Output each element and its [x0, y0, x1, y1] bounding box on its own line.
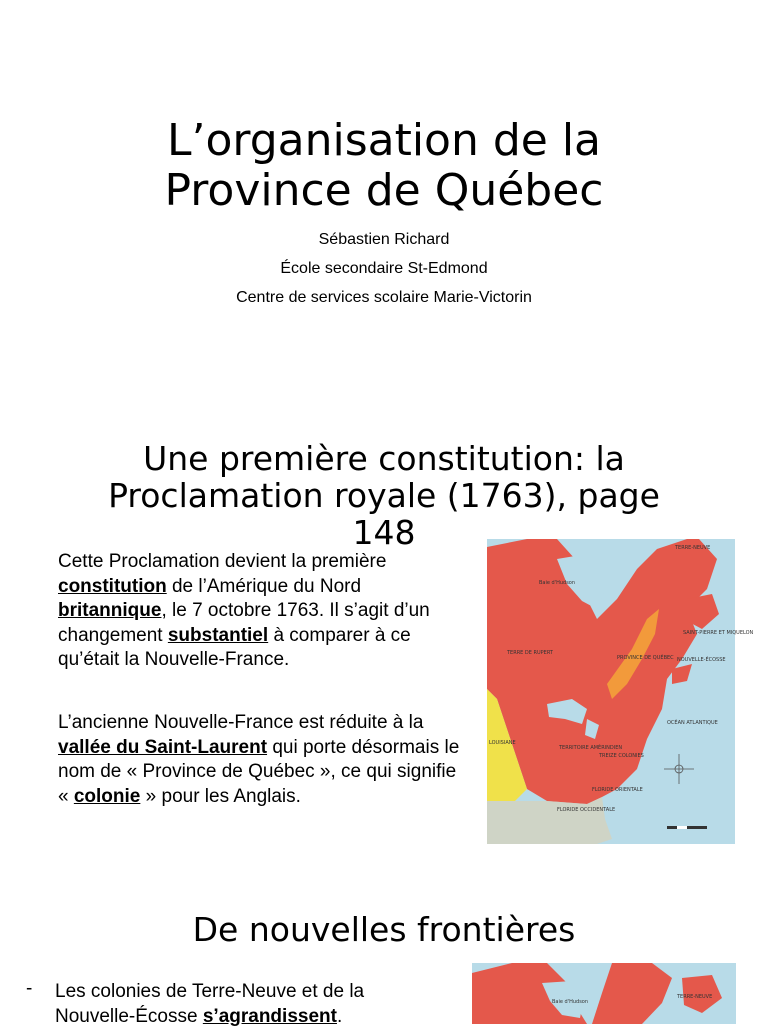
slide-1-title: [0, 116, 768, 216]
text-segment: à comparer à ce qu’était la Nouvelle-France.: [58, 624, 411, 670]
label-floride-occidentale: FLORIDE OCCIDENTALE: [557, 807, 616, 813]
label-terre-neuve: TERRE-NEUVE: [677, 994, 713, 1000]
text-segment: , le 7 octobre 1763. Il s’agit d’un changement: [58, 600, 430, 646]
paragraph-constitution: [58, 550, 468, 673]
title-line-2: Proclamation royale (1763), page: [108, 476, 660, 515]
keyword-constitution: constitution: [58, 575, 167, 597]
text-segment: Cette Proclamation devient la première: [58, 551, 387, 572]
author: Sébastien Richard: [318, 231, 450, 248]
text-segment: Les colonies de Terre-Neuve et de la Nouvelle-Écosse: [55, 981, 365, 1027]
southern-land: [487, 797, 612, 844]
label-st-pierre: SAINT-PIERRE ET MIQUELON: [683, 630, 754, 636]
map-proclamation-1763: [487, 539, 754, 844]
keyword-substantiel: substantiel: [167, 624, 269, 646]
slide-2-title: [0, 440, 768, 551]
title-line-3: 148: [352, 513, 416, 552]
bullet-item: [55, 980, 435, 1029]
slide-3-title: De nouvelles frontières: [192, 910, 576, 949]
map-graphic: [472, 963, 736, 1024]
title-line-1: L’organisation de la: [166, 115, 602, 166]
keyword-sagrandissent: s’agrandissent: [202, 1005, 337, 1027]
keyword-britannique: britannique: [58, 600, 162, 621]
paragraph-province: [58, 711, 468, 809]
label-terre-neuve: TERRE-NEUVE: [675, 545, 711, 551]
map-nouvelles-frontieres: [472, 963, 736, 1024]
bullet-marker: -: [26, 978, 33, 999]
text-segment: qui porte désormais le nom de « Province de Québec », ce qui signifie «: [58, 736, 460, 807]
label-terre-rupert: TERRE DE RUPERT: [507, 650, 553, 656]
keyword-colonie: colonie: [73, 785, 141, 807]
label-territoire: TERRITOIRE AMÉRINDIEN: [559, 745, 623, 751]
title-line-1: Une première constitution: la: [143, 439, 625, 478]
label-nouvelle-ecosse: NOUVELLE-ÉCOSSE: [677, 657, 726, 663]
label-louisiane: LOUISIANE: [489, 740, 516, 746]
text-segment: » pour les Anglais.: [140, 785, 301, 807]
text-segment: L’ancienne Nouvelle-France est réduite à la: [58, 712, 424, 733]
label-province: PROVINCE DE QUÉBEC: [617, 655, 674, 661]
label-hudson: Baie d'Hudson: [552, 999, 589, 1005]
keyword-vallee: vallée du Saint-Laurent: [58, 736, 268, 758]
label-floride-orientale: FLORIDE ORIENTALE: [592, 787, 643, 793]
scale-bar-icon: [667, 826, 707, 829]
school: École secondaire St-Edmond: [280, 260, 488, 277]
map-graphic: [487, 539, 754, 844]
text-segment: de l’Amérique du Nord: [166, 575, 362, 597]
text-segment: .: [336, 1005, 343, 1027]
label-treize-colonies: TREIZE COLONIES: [599, 753, 644, 759]
label-hudson: Baie d'Hudson: [539, 580, 576, 586]
service-centre: Centre de services scolaire Marie-Victorin: [236, 289, 532, 306]
title-line-2: Province de Québec: [164, 165, 604, 216]
label-ocean: OCÉAN ATLANTIQUE: [667, 720, 718, 726]
